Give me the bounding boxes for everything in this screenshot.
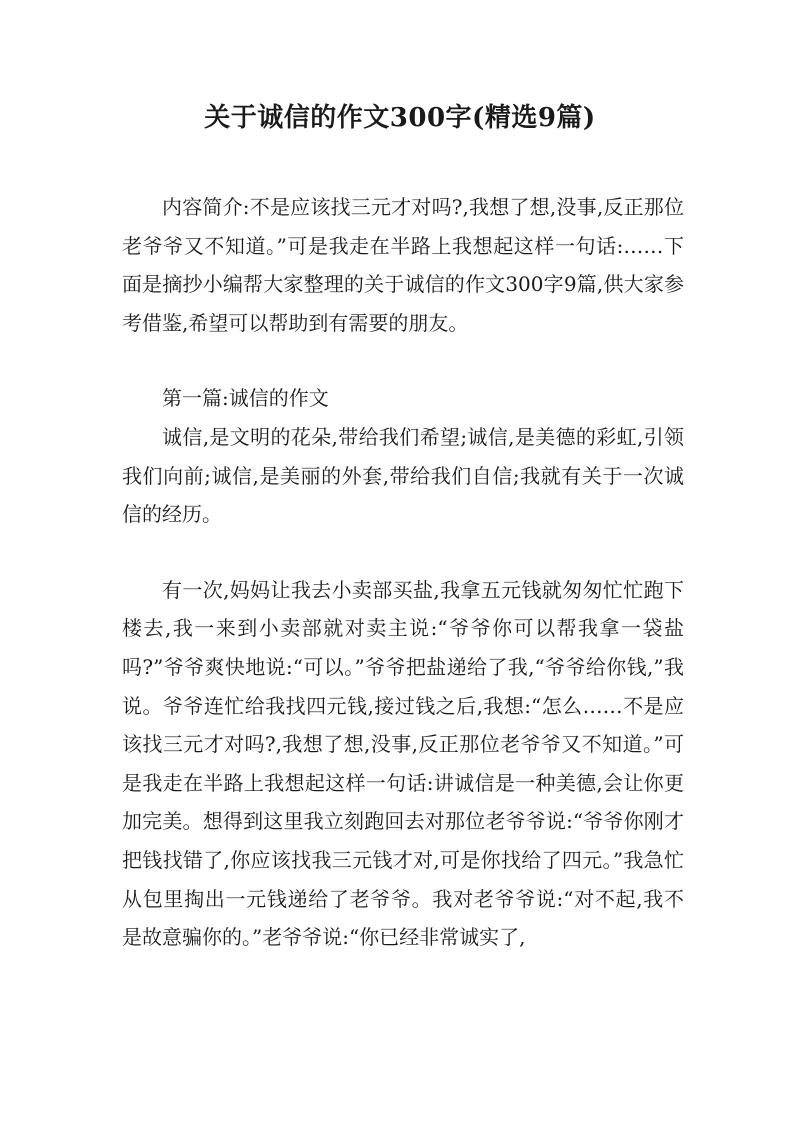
document-body [122, 188, 684, 957]
paragraph-gap [122, 534, 684, 571]
summary-paragraph: 内容简介:不是应该找三元才对吗?,我想了想,没事,反正那位老爷爷又不知道。”可是我走在半路上我想起这样一句话:……下面是摘抄小编帮大家整理的关于诚信的作文300字9篇,供大家参考借鉴,希望可以帮助到有需要的朋友。 [122, 195, 684, 335]
body-paragraph-2: 有一次,妈妈让我去小卖部买盐,我拿五元钱就匆匆忙忙跑下楼去,我一来到小卖部就对卖主说:“爷爷你可以帮我拿一袋盐吗?”爷爷爽快地说:“可以。”爷爷把盐递给了我,“爷爷给你钱,”我说。爷爷连忙给我找四元钱,接过钱之后,我想:“怎么……不是应该找三元才对吗?,我想了想,没事,反正那位老爷爷又不知道。”可是我走在半路上我想起这样一句话:讲诚信是一种美德,会让你更加完美。想得到这里我立刻跑回去对那位老爷爷说:“爷爷你刚才把钱找错了,你应该找我三元钱才对,可是你找给了四元。”我急忙从包里掏出一元钱递给了老爷爷。我对老爷爷说:“对不起,我不是故意骗你的。”老爷爷说:“你已经非常诚实了, [122, 577, 684, 950]
document-title: 关于诚信的作文300字(精选9篇) [204, 103, 596, 133]
body-paragraph-1: 诚信,是文明的花朵,带给我们希望;诚信,是美德的彩虹,引领我们向前;诚信,是美丽的外套,带给我们自信;我就有关于一次诚信的经历。 [122, 424, 684, 527]
section-heading: 第一篇:诚信的作文 [162, 386, 329, 411]
paragraph-gap [122, 342, 684, 379]
